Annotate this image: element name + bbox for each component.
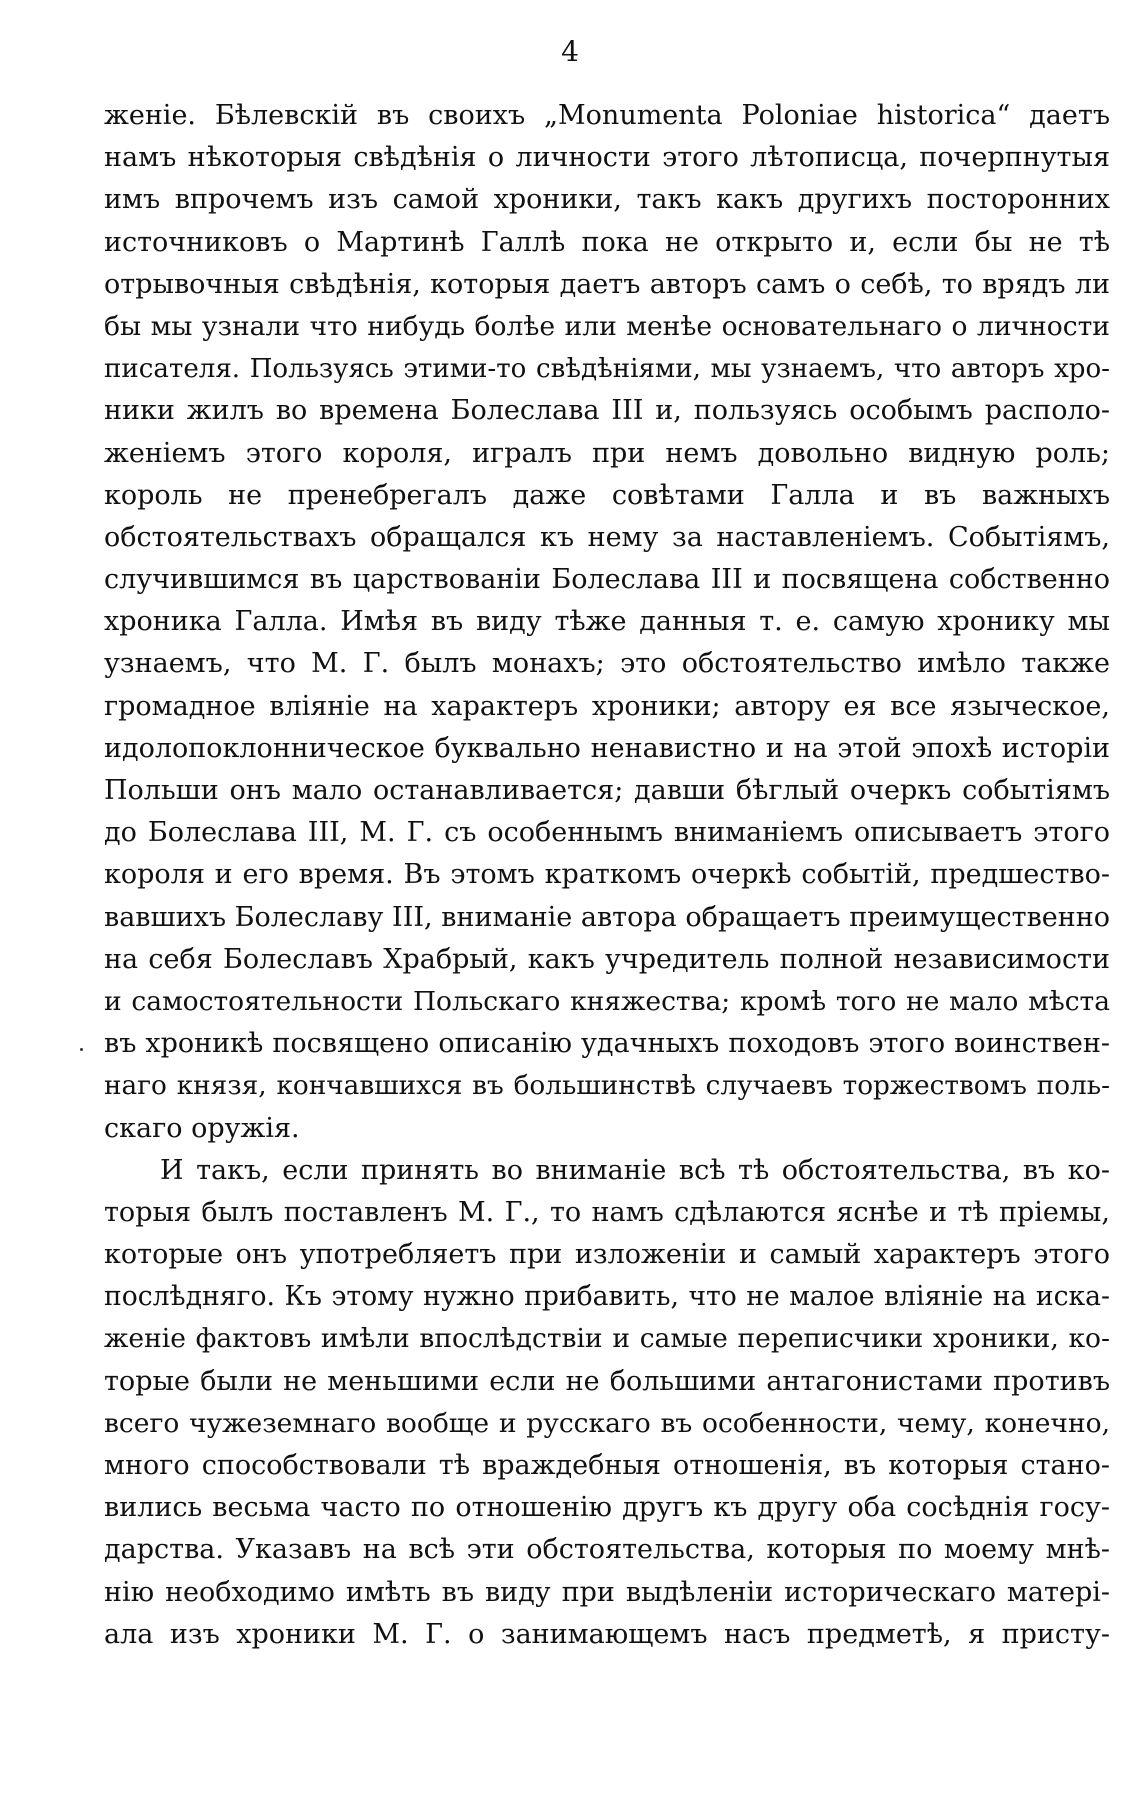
text-line: нію необходимо имѣть въ виду при выдѣленіи историческаго матері- [104, 1576, 1110, 1608]
text-line: имъ впрочемъ изъ самой хроники, такъ какъ другихъ посторонних [104, 184, 1110, 216]
text-line: женіе фактовъ имѣли впослѣдствіи и самые переписчики хроники, ко- [104, 1323, 1110, 1355]
page-number: 4 [561, 35, 579, 68]
text-line: торыя былъ поставленъ М. Г., то намъ сдѣлаются яснѣе и тѣ пріемы, [104, 1196, 1110, 1228]
text-line: и самостоятельности Польскаго княжества; кромѣ того не мало мѣста [104, 985, 1110, 1017]
text-line: скаго оружія. [104, 1112, 300, 1144]
text-line: обстоятельствахъ обращался къ нему за наставленіемъ. Событіямъ, [104, 521, 1110, 553]
text-line: дарства. Указавъ на всѣ эти обстоятельства, которыя по моему мнѣ- [104, 1534, 1110, 1566]
text-line: много способствовали тѣ враждебныя отношенія, въ которыя стано- [104, 1450, 1110, 1481]
print-speck [80, 1048, 83, 1051]
text-line: торые были не меньшими если не большими антагонистами противъ [104, 1365, 1110, 1397]
text-line: которые онъ употребляетъ при изложеніи и самый характеръ этого [104, 1239, 1110, 1271]
paragraph-2 [104, 1150, 1110, 1656]
text-line: случившимся въ царствованіи Болеслава III и посвящена собственно [104, 564, 1110, 596]
text-line: Польши онъ мало останавливается; давши бѣглый очеркъ событіямъ [104, 775, 1110, 806]
body-text [104, 95, 1110, 1656]
text-line: бы мы узнали что нибудь болѣе или менѣе основательнаго о личности [104, 310, 1110, 342]
text-line: хроника Галла. Имѣя въ виду тѣже данныя т. е. самую хронику мы [104, 606, 1110, 638]
text-line: до Болеслава III, М. Г. съ особеннымъ вниманіемъ описываетъ этого [104, 817, 1110, 849]
text-line: вавшихъ Болеславу III, вниманіе автора обращаетъ преимущественно [104, 901, 1110, 933]
text-line: источниковъ о Мартинѣ Галлѣ пока не открыто и, если бы не тѣ [104, 226, 1110, 258]
text-line: И такъ, если принять во вниманіе всѣ тѣ обстоятельства, въ ко- [160, 1154, 1110, 1186]
text-line: король не пренебрегалъ даже совѣтами Галла и въ важныхъ [104, 479, 1110, 511]
text-line: писателя. Пользуясь этими-то свѣдѣніями, мы узнаемъ, что авторъ хро- [104, 354, 1110, 385]
text-line: на себя Болеславъ Храбрый, какъ учредитель полной независимости [104, 943, 1110, 975]
text-line: ники жилъ во времена Болеслава III и, пользуясь особымъ располо- [104, 395, 1110, 427]
paragraph-1 [104, 95, 1110, 1150]
text-line: послѣдняго. Къ этому нужно прибавить, что не малое вліяніе на иска- [104, 1281, 1110, 1313]
text-line: громадное вліяніе на характеръ хроники; автору ея все языческое, [104, 690, 1110, 722]
text-line: короля и его время. Въ этомъ краткомъ очеркѣ событій, предшество- [104, 859, 1110, 891]
text-line: въ хроникѣ посвящено описанію удачныхъ походовъ этого воинствен- [104, 1028, 1110, 1060]
text-line: отрывочныя свѣдѣнія, которыя даетъ авторъ самъ о себѣ, то врядъ ли [104, 268, 1110, 300]
text-line: женіемъ этого короля, игралъ при немъ довольно видную роль; [104, 437, 1110, 469]
text-line: вились весьма часто по отношенію другъ къ другу оба сосѣднія госу- [104, 1492, 1110, 1524]
text-line: всего чужеземнаго вообще и русскаго въ особенности, чему, конечно, [104, 1407, 1110, 1439]
text-line: намъ нѣкоторыя свѣдѣнія о личности этого лѣтописца, почерпнутыя [104, 142, 1110, 174]
text-line: женіе. Бѣлевскій въ своихъ „Monumenta Poloniae historica“ даетъ [104, 100, 1110, 131]
text-line: узнаемъ, что М. Г. былъ монахъ; это обстоятельство имѣло также [104, 648, 1110, 680]
text-line: наго князя, кончавшихся въ большинствѣ случаевъ торжествомъ поль- [104, 1071, 1110, 1102]
text-line: ала изъ хроники М. Г. о занимающемъ насъ предметѣ, я присту- [104, 1618, 1110, 1650]
text-line: идолопоклонническое буквально ненавистно и на этой эпохѣ исторіи [104, 732, 1110, 764]
